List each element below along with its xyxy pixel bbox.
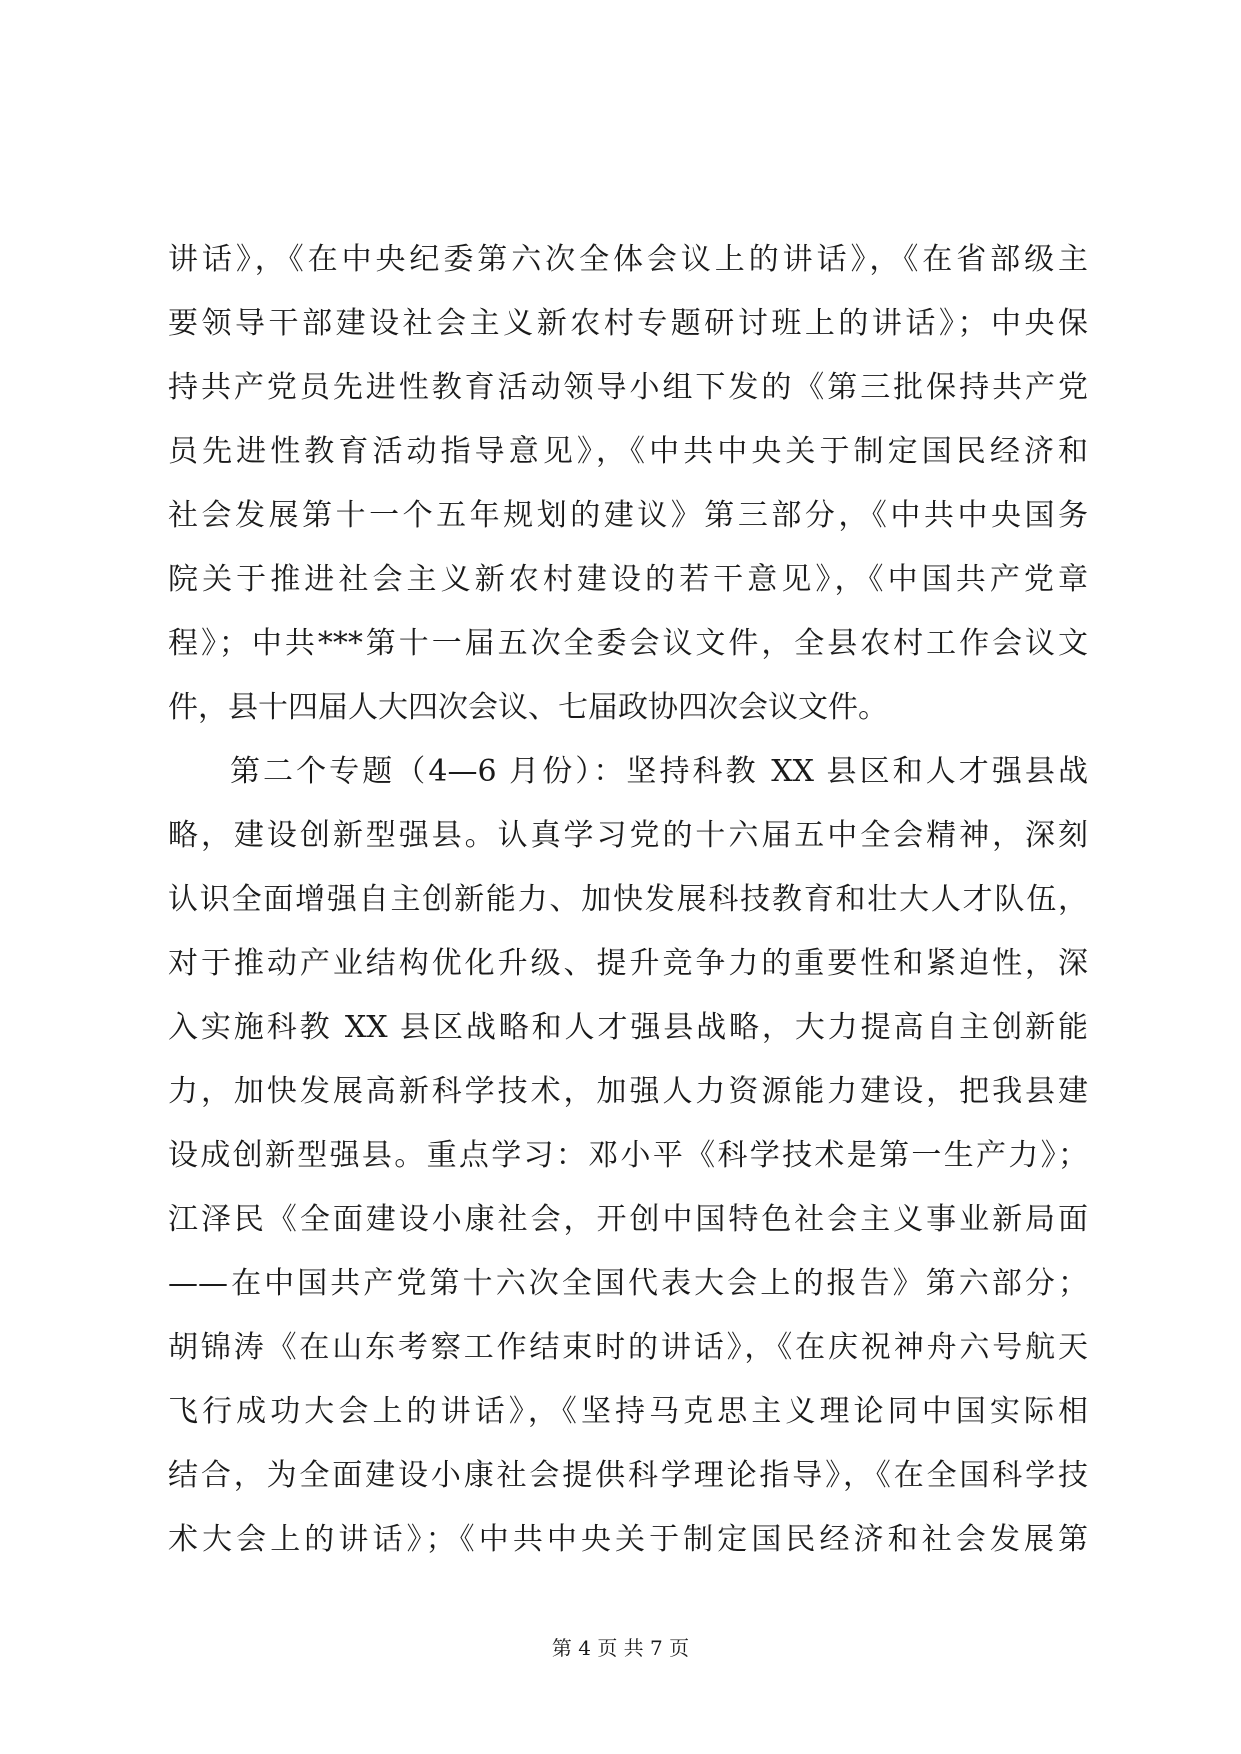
paragraph-1-line: 要领导干部建设社会主义新农村专题研讨班上的讲话》；中央保	[168, 306, 1088, 341]
paragraph-1-line: 员先进性教育活动指导意见》，《中共中央关于制定国民经济和	[168, 434, 1088, 469]
paragraph-2-line: 江泽民《全面建设小康社会，开创中国特色社会主义事业新局面	[168, 1202, 1088, 1237]
paragraph-2-line: 术大会上的讲话》；《中共中央关于制定国民经济和社会发展第	[168, 1522, 1088, 1557]
paragraph-2-line: 第二个专题（4—6 月份）：坚持科教 XX 县区和人才强县战	[230, 754, 1088, 789]
paragraph-2-line: 入实施科教 XX 县区战略和人才强县战略，大力提高自主创新能	[168, 1010, 1088, 1045]
paragraph-2-line: ——在中国共产党第十六次全国代表大会上的报告》第六部分；	[168, 1266, 1088, 1301]
paragraph-2-line: 结合，为全面建设小康社会提供科学理论指导》，《在全国科学技	[168, 1458, 1088, 1493]
paragraph-1-line: 持共产党员先进性教育活动领导小组下发的《第三批保持共产党	[168, 370, 1088, 405]
paragraph-1-line: 院关于推进社会主义新农村建设的若干意见》，《中国共产党章	[168, 562, 1088, 597]
paragraph-2-line: 胡锦涛《在山东考察工作结束时的讲话》，《在庆祝神舟六号航天	[168, 1330, 1088, 1365]
paragraph-1-line: 讲话》，《在中央纪委第六次全体会议上的讲话》，《在省部级主	[168, 242, 1088, 277]
paragraph-2-line: 略，建设创新型强县。认真学习党的十六届五中全会精神，深刻	[168, 818, 1088, 853]
paragraph-2-line: 认识全面增强自主创新能力、加快发展科技教育和壮大人才队伍，	[168, 882, 1088, 917]
paragraph-2-line: 飞行成功大会上的讲话》，《坚持马克思主义理论同中国实际相	[168, 1394, 1088, 1429]
paragraph-1-line: 社会发展第十一个五年规划的建议》第三部分，《中共中央国务	[168, 498, 1088, 533]
paragraph-2-line: 力，加快发展高新科学技术，加强人力资源能力建设，把我县建	[168, 1074, 1088, 1109]
paragraph-1-line: 程》；中共***第十一届五次全委会议文件，全县农村工作会议文	[168, 626, 1088, 661]
paragraph-2-line: 设成创新型强县。重点学习：邓小平《科学技术是第一生产力》；	[168, 1138, 1088, 1173]
document-body	[168, 228, 1088, 1572]
page-number-footer: 第 4 页 共 7 页	[551, 1636, 690, 1660]
paragraph-2-line: 对于推动产业结构优化升级、提升竞争力的重要性和紧迫性，深	[168, 946, 1088, 981]
paragraph-1-line: 件，县十四届人大四次会议、七届政协四次会议文件。	[168, 690, 888, 725]
